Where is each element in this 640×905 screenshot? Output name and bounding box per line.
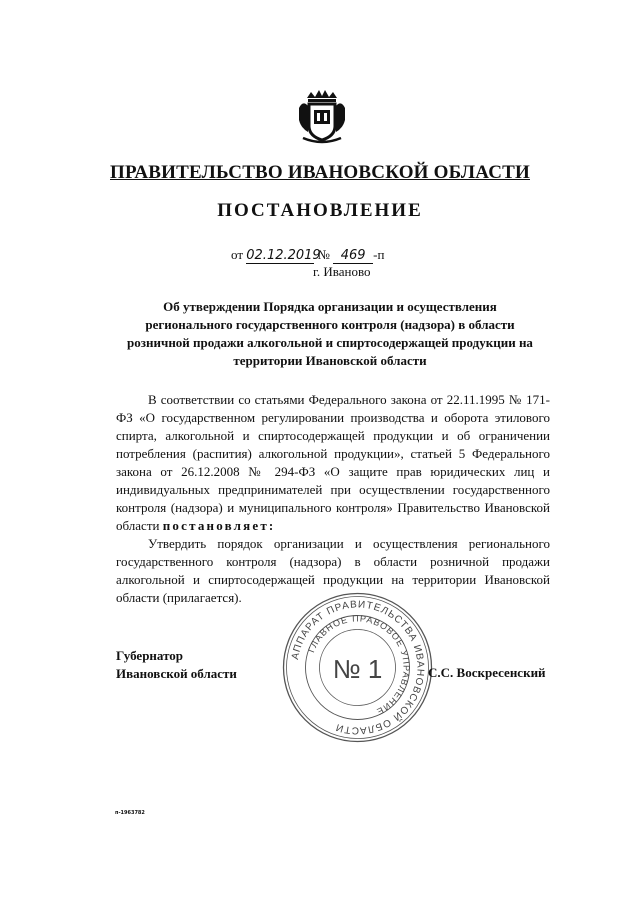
footer-code: п-1963782: [115, 810, 145, 816]
signatory-name: С.С. Воскресенский: [428, 665, 546, 680]
basis-text: В соответствии со статьями Федерального закона от 22.11.1995 № 171-ФЗ «О государственном регулировании производства и оборота этилового спирта, алкогольной и спиртосодержащей продукции и об ограничении потребления (распития) алкогольной продукции», статьей 5 Федерального закона от 26.12.2008 № 294-ФЗ «О защите прав юридических лиц и индивидуальных предпринимателей при осуществлении государственного контроля (надзора) и муниципального контроля» Правительство Ивановской области: [116, 392, 550, 533]
official-round-stamp: [280, 590, 435, 745]
date-prefix: от: [231, 247, 244, 262]
document-type-title: ПОСТАНОВЛЕНИЕ: [217, 200, 423, 221]
coat-of-arms-emblem: [297, 84, 347, 144]
document-number: 469: [333, 248, 373, 264]
decree-word: постановляет:: [162, 518, 276, 533]
stamp-number: № 1: [332, 654, 383, 684]
stamp-inner-text: ГЛАВНОЕ ПРАВОВОЕ УПРАВЛЕНИЕ: [306, 613, 412, 718]
city-line: г. Иваново: [313, 264, 371, 279]
signatory-position: [116, 647, 237, 683]
document-dateline: [231, 247, 384, 264]
document-subject: Об утверждении Порядка организации и осуществления регионального государственного контроля (надзора) в области розничной продажи алкогольной и спиртосодержащей продукции на территории Ивановской области: [127, 299, 533, 368]
number-suffix: -п: [373, 247, 385, 262]
position-line-1: Губернатор: [116, 648, 184, 663]
body-paragraph-decision: Утвердить порядок организации и осуществления регионального государственного контроля (надзора) в области розничной продажи алкогольной и спиртосодержащей продукции на территории Ивановской области (прилагается).: [116, 536, 550, 605]
number-sign: №: [317, 247, 330, 262]
document-date: 02.12.2019: [246, 248, 321, 263]
position-line-2: Ивановской области: [116, 666, 237, 681]
body-paragraph-basis: [116, 391, 550, 535]
organization-title: ПРАВИТЕЛЬСТВО ИВАНОВСКОЙ ОБЛАСТИ: [110, 162, 530, 183]
stamp-outer-text: АППАРАТ ПРАВИТЕЛЬСТВА ИВАНОВСКОЙ ОБЛАСТИ: [289, 599, 426, 736]
